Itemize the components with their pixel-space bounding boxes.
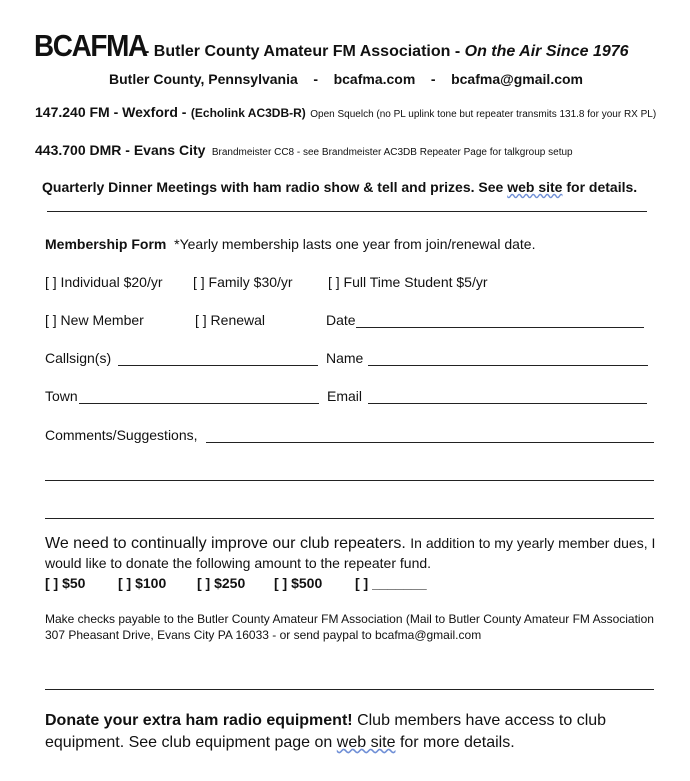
location: Butler County, Pennsylvania <box>109 71 298 87</box>
header-title-line <box>144 43 629 61</box>
title-separator: - <box>144 43 154 60</box>
donate-50[interactable]: [ ] $50 <box>45 575 86 591</box>
date-field[interactable] <box>356 327 644 328</box>
divider <box>47 211 647 212</box>
email-field[interactable] <box>368 403 647 404</box>
option-renewal[interactable]: [ ] Renewal <box>195 312 266 328</box>
town-label: Town <box>45 388 78 404</box>
sep: - <box>313 71 319 87</box>
option-new-member[interactable]: [ ] New Member <box>45 312 144 328</box>
donate-rest: In addition to my yearly member dues, I <box>410 535 656 551</box>
repeater-note: Open Squelch (no PL uplink tone but repeater transmits 131.8 for your RX PL) <box>310 109 657 120</box>
web-site-link[interactable]: web site <box>336 734 396 751</box>
donate-line-2: would like to donate the following amount to the repeater fund. <box>45 555 432 571</box>
divider <box>45 689 654 690</box>
donate-500[interactable]: [ ] $500 <box>274 575 323 591</box>
meetings-line <box>42 179 637 195</box>
equipment-line-1 <box>45 712 606 730</box>
meetings-tail: for details. <box>566 179 638 195</box>
donate-other[interactable]: [ ] _______ <box>355 575 427 591</box>
title-dash: - <box>450 43 465 60</box>
repeater-freq: 147.240 FM - Wexford - <box>35 104 187 120</box>
repeater-note: Brandmeister CC8 - see Brandmeister AC3DB Repeater Page for talkgroup setup <box>211 147 573 158</box>
repeater-2 <box>35 142 573 160</box>
web-site-link[interactable]: web site <box>507 179 563 195</box>
option-family[interactable]: [ ] Family $30/yr <box>193 274 293 290</box>
name-field[interactable] <box>368 365 648 366</box>
checks-line-2: 307 Pheasant Drive, Evans City PA 16033 - or send paypal to bcafma@gmail.com <box>45 628 482 642</box>
date-label: Date <box>326 312 356 328</box>
donate-250[interactable]: [ ] $250 <box>197 575 246 591</box>
repeater-1 <box>35 104 656 122</box>
form-heading <box>45 236 535 252</box>
repeater-freq: 443.700 DMR - Evans City <box>35 142 206 158</box>
tagline: On the Air Since 1976 <box>464 43 629 60</box>
option-student[interactable]: [ ] Full Time Student $5/yr <box>328 274 488 290</box>
org-title: Butler County Amateur FM Association <box>153 43 451 60</box>
echolink: (Echolink AC3DB-R) <box>190 106 306 120</box>
option-individual[interactable]: [ ] Individual $20/yr <box>45 274 163 290</box>
meetings-text: Quarterly Dinner Meetings with ham radio show & tell and prizes. See <box>42 179 504 195</box>
logo: BCAFMA <box>34 28 147 63</box>
donate-lead: We need to continually improve our club repeaters. <box>45 535 406 552</box>
website: bcafma.com <box>333 71 416 87</box>
email: bcafma@gmail.com <box>451 71 583 87</box>
form-note: *Yearly membership lasts one year from join/renewal date. <box>174 236 536 252</box>
comments-label: Comments/Suggestions, <box>45 427 198 443</box>
contact-line <box>109 71 583 87</box>
equipment-bold: Donate your extra ham radio equipment! <box>45 712 353 729</box>
donate-line-1 <box>45 535 655 553</box>
equipment-pre: equipment. See club equipment page on <box>45 734 333 751</box>
equipment-line-2 <box>45 734 515 752</box>
equipment-post: for more details. <box>399 734 515 751</box>
name-label: Name <box>326 350 364 366</box>
equipment-rest: Club members have access to club <box>357 712 607 729</box>
checks-line-1: Make checks payable to the Butler County Amateur FM Association (Mail to Butler County Amateur FM Association <box>45 612 654 626</box>
comments-field[interactable] <box>206 442 654 443</box>
form-title: Membership Form <box>45 236 167 252</box>
email-label: Email <box>327 388 363 404</box>
callsign-label: Callsign(s) <box>45 350 112 366</box>
comments-line-2[interactable] <box>45 480 654 481</box>
donate-100[interactable]: [ ] $100 <box>118 575 167 591</box>
sep: - <box>430 71 436 87</box>
callsign-field[interactable] <box>118 365 318 366</box>
comments-line-3[interactable] <box>45 518 654 519</box>
town-field[interactable] <box>79 403 319 404</box>
